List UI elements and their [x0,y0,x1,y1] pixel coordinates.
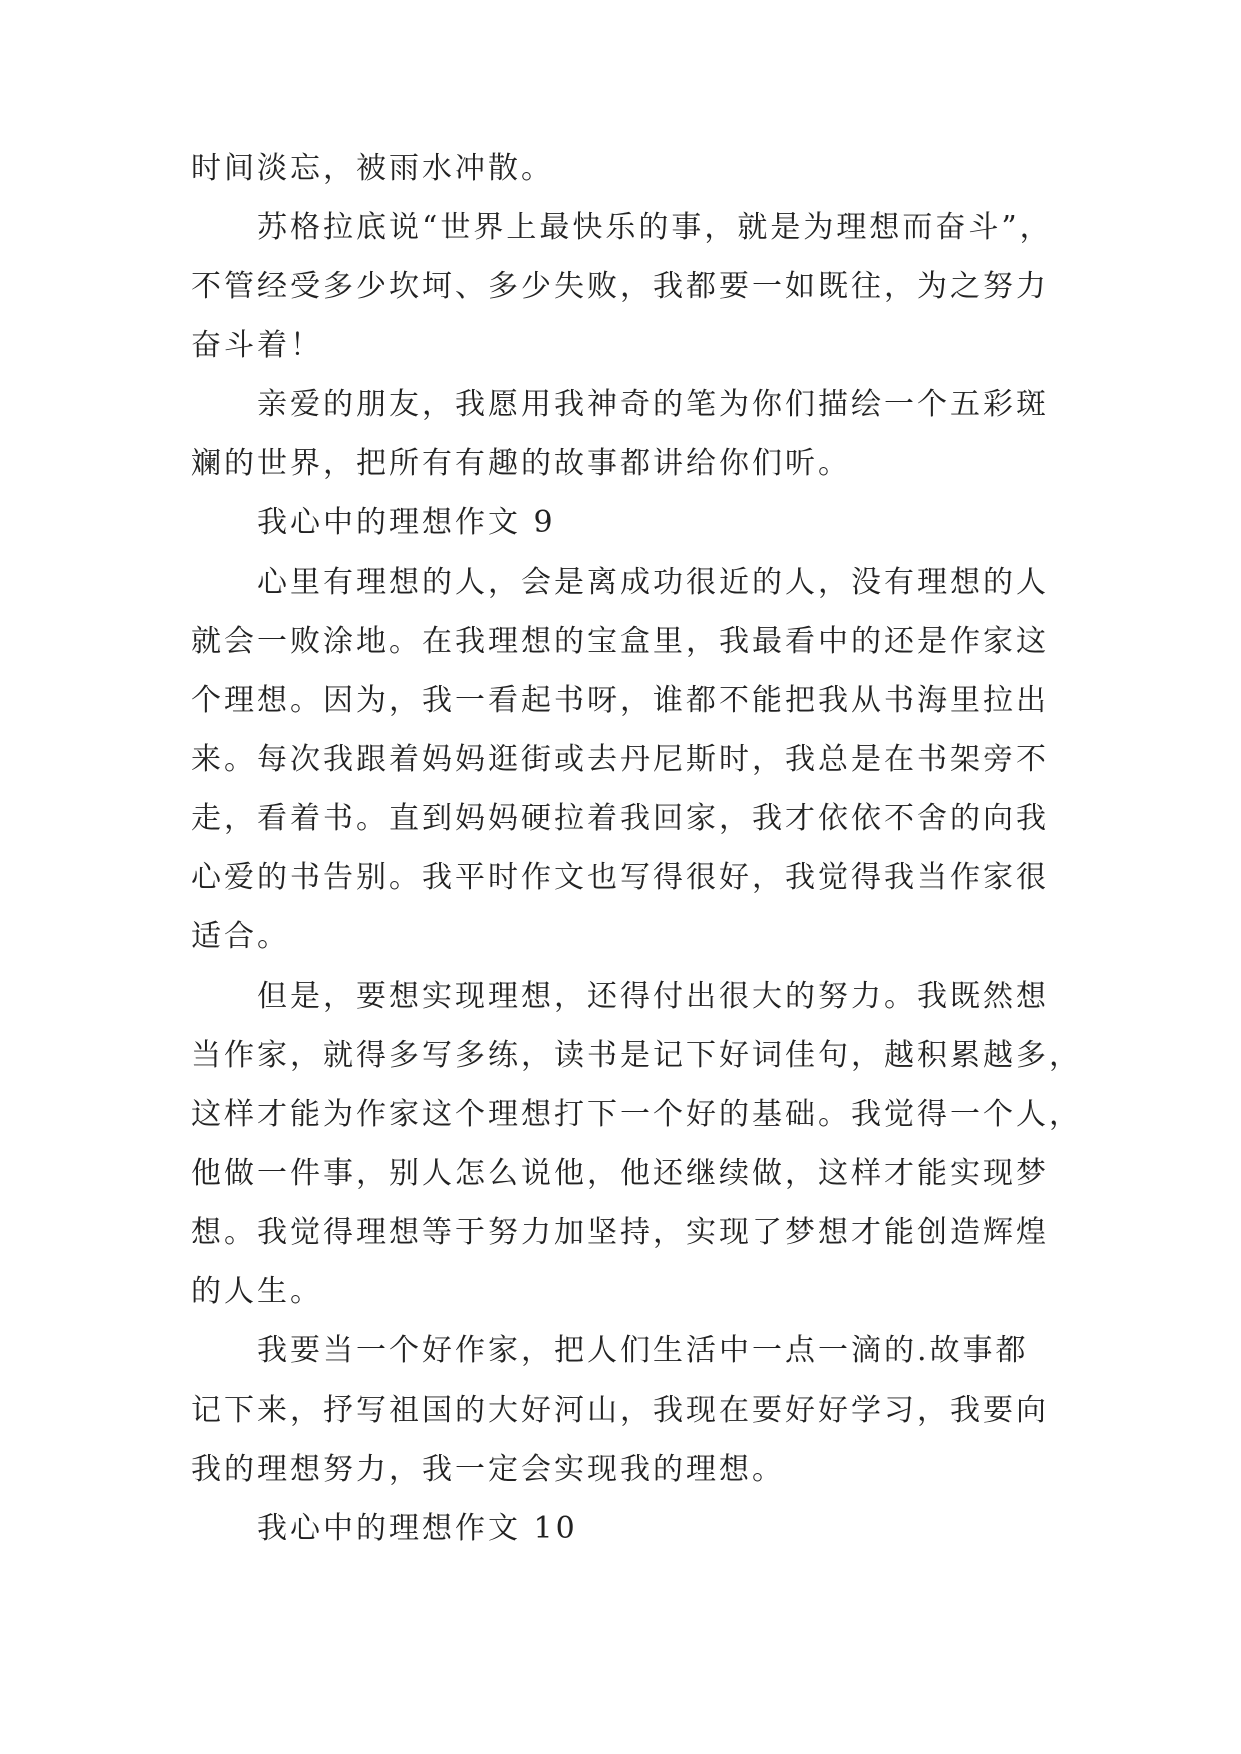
text-line: 奋斗着！ [191,328,323,363]
section-heading: 我心中的理想作文 9 [257,505,556,540]
text-line: 时间淡忘，被雨水冲散。 [191,151,554,186]
text-line: 心里有理想的人，会是离成功很近的人，没有理想的人 [257,565,1049,600]
text-line: 个理想。因为，我一看起书呀，谁都不能把我从书海里拉出 [191,683,1049,718]
text-line: 这样才能为作家这个理想打下一个好的基础。我觉得一个人， [191,1097,1082,1132]
text-line: 的人生。 [191,1274,323,1309]
text-line: 我要当一个好作家，把人们生活中一点一滴的.故事都 [257,1333,1029,1368]
text-line: 记下来，抒写祖国的大好河山，我现在要好好学习，我要向 [191,1393,1049,1428]
text-line: 来。每次我跟着妈妈逛街或去丹尼斯时，我总是在书架旁不 [191,742,1049,777]
text-line: 当作家，就得多写多练，读书是记下好词佳句，越积累越多， [191,1038,1082,1073]
text-line: 但是，要想实现理想，还得付出很大的努力。我既然想 [257,979,1049,1014]
text-line: 心爱的书告别。我平时作文也写得很好，我觉得我当作家很 [191,860,1049,895]
text-line: 想。我觉得理想等于努力加坚持，实现了梦想才能创造辉煌 [191,1215,1049,1250]
text-line: 不管经受多少坎坷、多少失败，我都要一如既往，为之努力 [191,269,1049,304]
text-line: 就会一败涂地。在我理想的宝盒里，我最看中的还是作家这 [191,624,1049,659]
text-line: 我的理想努力，我一定会实现我的理想。 [191,1452,785,1487]
text-line: 斓的世界，把所有有趣的故事都讲给你们听。 [191,446,851,481]
text-line: 苏格拉底说“世界上最快乐的事，就是为理想而奋斗”， [257,210,1053,245]
text-line: 适合。 [191,919,290,954]
text-line: 走，看着书。直到妈妈硬拉着我回家，我才依依不舍的向我 [191,801,1049,836]
section-heading: 我心中的理想作文 10 [257,1511,578,1546]
text-line: 他做一件事，别人怎么说他，他还继续做，这样才能实现梦 [191,1156,1049,1191]
text-line: 亲爱的朋友，我愿用我神奇的笔为你们描绘一个五彩斑 [257,387,1049,422]
